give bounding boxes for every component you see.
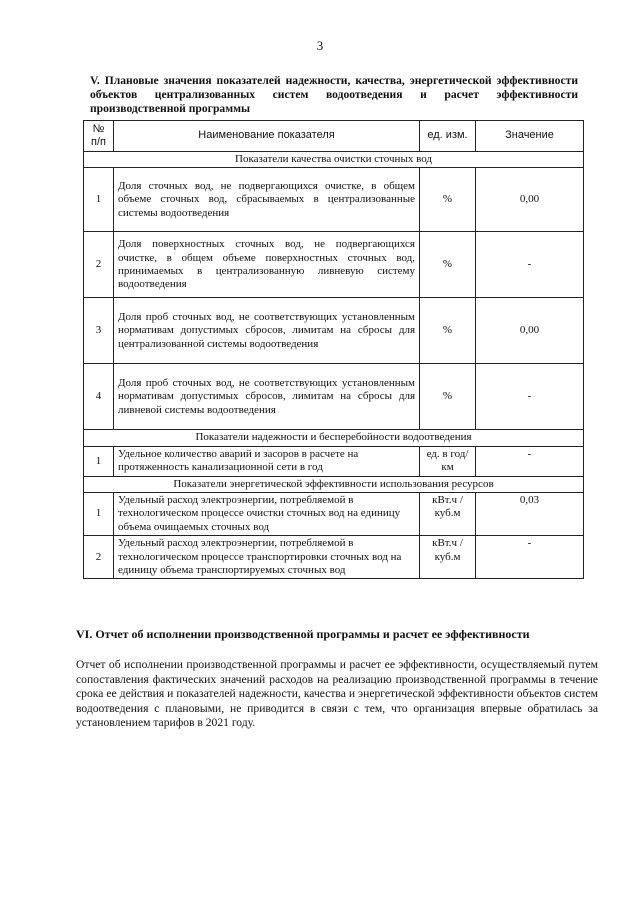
row-unit: ед. в год/ км (420, 446, 476, 476)
row-value: - (476, 446, 584, 476)
row-unit: % (420, 364, 476, 430)
row-num: 3 (84, 298, 114, 364)
row-num: 1 (84, 493, 114, 536)
table-row (84, 168, 584, 232)
row-value: - (476, 364, 584, 430)
table-row (84, 298, 584, 364)
page-number: 3 (316, 38, 324, 53)
row-value: 0,00 (476, 168, 584, 232)
group-title-row (84, 430, 584, 446)
section-6-title: VI. Отчет об исполнении производственной программы и расчет ее эффективности (76, 627, 530, 641)
row-unit: % (420, 168, 476, 232)
row-name: Доля проб сточных вод, не соответствующих установленным нормативам допустимых сбросов, лимитам на сбросы для централизованной системы водоотведения (114, 298, 420, 364)
header-value: Значение (476, 121, 584, 152)
header-unit: ед. изм. (420, 121, 476, 152)
table-row (84, 536, 584, 579)
row-unit: % (420, 298, 476, 364)
row-name: Доля сточных вод, не подвергающихся очистке, в общем объеме сточных вод, сбрасываемых в централизованные системы водоотведения (114, 168, 420, 232)
row-value: - (476, 536, 584, 579)
indicators-table (83, 120, 584, 579)
row-unit: % (420, 232, 476, 298)
row-name: Удельный расход электроэнергии, потребляемой в технологическом процессе очистки сточных вод на единицу объема очищаемых сточных вод (114, 493, 420, 536)
table-header-row (84, 121, 584, 152)
table-row (84, 446, 584, 476)
row-name: Удельное количество аварий и засоров в расчете на протяженность канализационной сети в год (114, 446, 420, 476)
group-title-row (84, 152, 584, 168)
table-row (84, 364, 584, 430)
group-title: Показатели надежности и бесперебойности водоотведения (84, 430, 584, 446)
table-row (84, 493, 584, 536)
group-title-row (84, 476, 584, 492)
header-name: Наименование показателя (114, 121, 420, 152)
row-name: Доля проб сточных вод, не соответствующих установленным нормативам допустимых сбросов, лимитам на сбросы для ливневой системы водоотведения (114, 364, 420, 430)
row-num: 2 (84, 536, 114, 579)
section-6-paragraph: Отчет об исполнении производственной программы и расчет ее эффективности, осуществляемый путем сопоставления фактических значений расходов на реализацию производственной программы в течение срока ее действия и показателей надежности, качества и энергетической эффективности объектов систем водоотведения с плановыми, не приводится в связи с тем, что организация впервые обратилась за установлением тарифов в 2021 году. (76, 658, 598, 730)
row-name: Доля поверхностных сточных вод, не подвергающихся очистке, в общем объеме поверхностных сточных вод, принимаемых в централизованную ливневую систему водоотведения (114, 232, 420, 298)
row-num: 2 (84, 232, 114, 298)
row-num: 4 (84, 364, 114, 430)
group-title: Показатели энергетической эффективности использования ресурсов (84, 476, 584, 492)
row-value: 0,00 (476, 298, 584, 364)
row-value: 0,03 (476, 493, 584, 536)
group-title: Показатели качества очистки сточных вод (84, 152, 584, 168)
row-value: - (476, 232, 584, 298)
header-num: № п/п (84, 121, 114, 152)
row-name: Удельный расход электроэнергии, потребляемой в технологическом процессе транспортировки сточных вод на единицу объема транспортируемых сточных вод (114, 536, 420, 579)
table-row (84, 232, 584, 298)
section-5-title: V. Плановые значения показателей надежности, качества, энергетической эффективности объектов централизованных систем водоотведения и расчет эффективности производственной программы (90, 74, 578, 115)
row-num: 1 (84, 446, 114, 476)
row-num: 1 (84, 168, 114, 232)
row-unit: кВт.ч / куб.м (420, 536, 476, 579)
row-unit: кВт.ч / куб.м (420, 493, 476, 536)
